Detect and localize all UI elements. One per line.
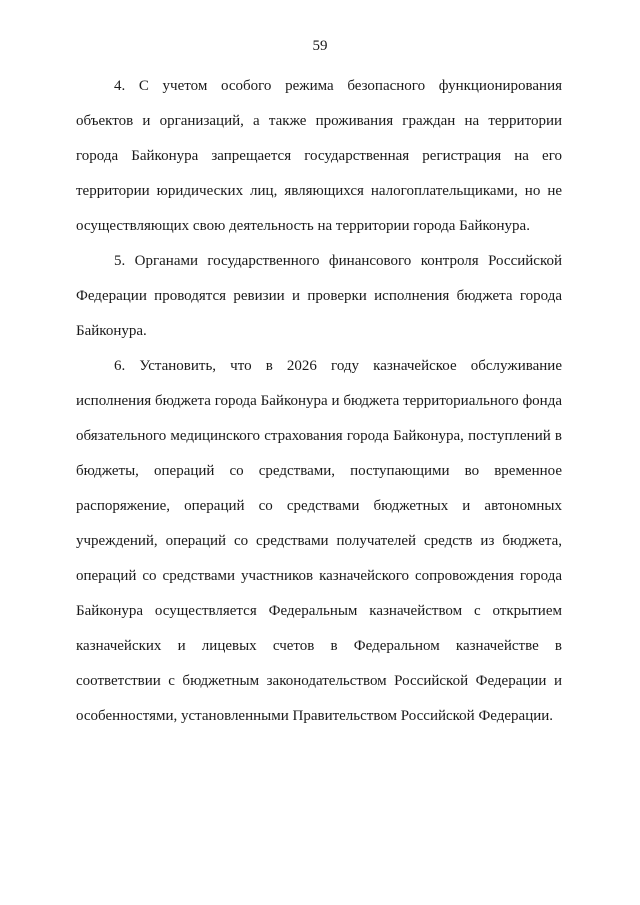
page-number: 59 [312, 38, 328, 54]
paragraph-4: 4. С учетом особого режима безопасного функционирования объектов и организаций, а также проживания граждан на территории города Байконура запрещается государственная регистрация на его территории юридических лиц, являющихся налогоплательщиками, но не осуществляющих свою деятельность на территории города Байконура. [76, 78, 562, 234]
document-body [76, 69, 562, 734]
paragraph-6: 6. Установить, что в 2026 году казначейское обслуживание исполнения бюджета города Байконура и бюджета территориального фонда обязательного медицинского страхования города Байконура, поступлений в бюджеты, операций со средствами, поступающими во временное распоряжение, операций со средствами бюджетных и автономных учреждений, операций со средствами получателей средств из бюджета, операций со средствами участников казначейского сопровождения города Байконура осуществляется Федеральным казначейством с открытием казначейских и лицевых счетов в Федеральном казначействе в соответствии с бюджетным законодательством Российской Федерации и особенностями, установленными Правительством Российской Федерации. [76, 358, 562, 724]
paragraph-5: 5. Органами государственного финансового контроля Российской Федерации проводятся ревизии и проверки исполнения бюджета города Байконура. [76, 253, 562, 339]
